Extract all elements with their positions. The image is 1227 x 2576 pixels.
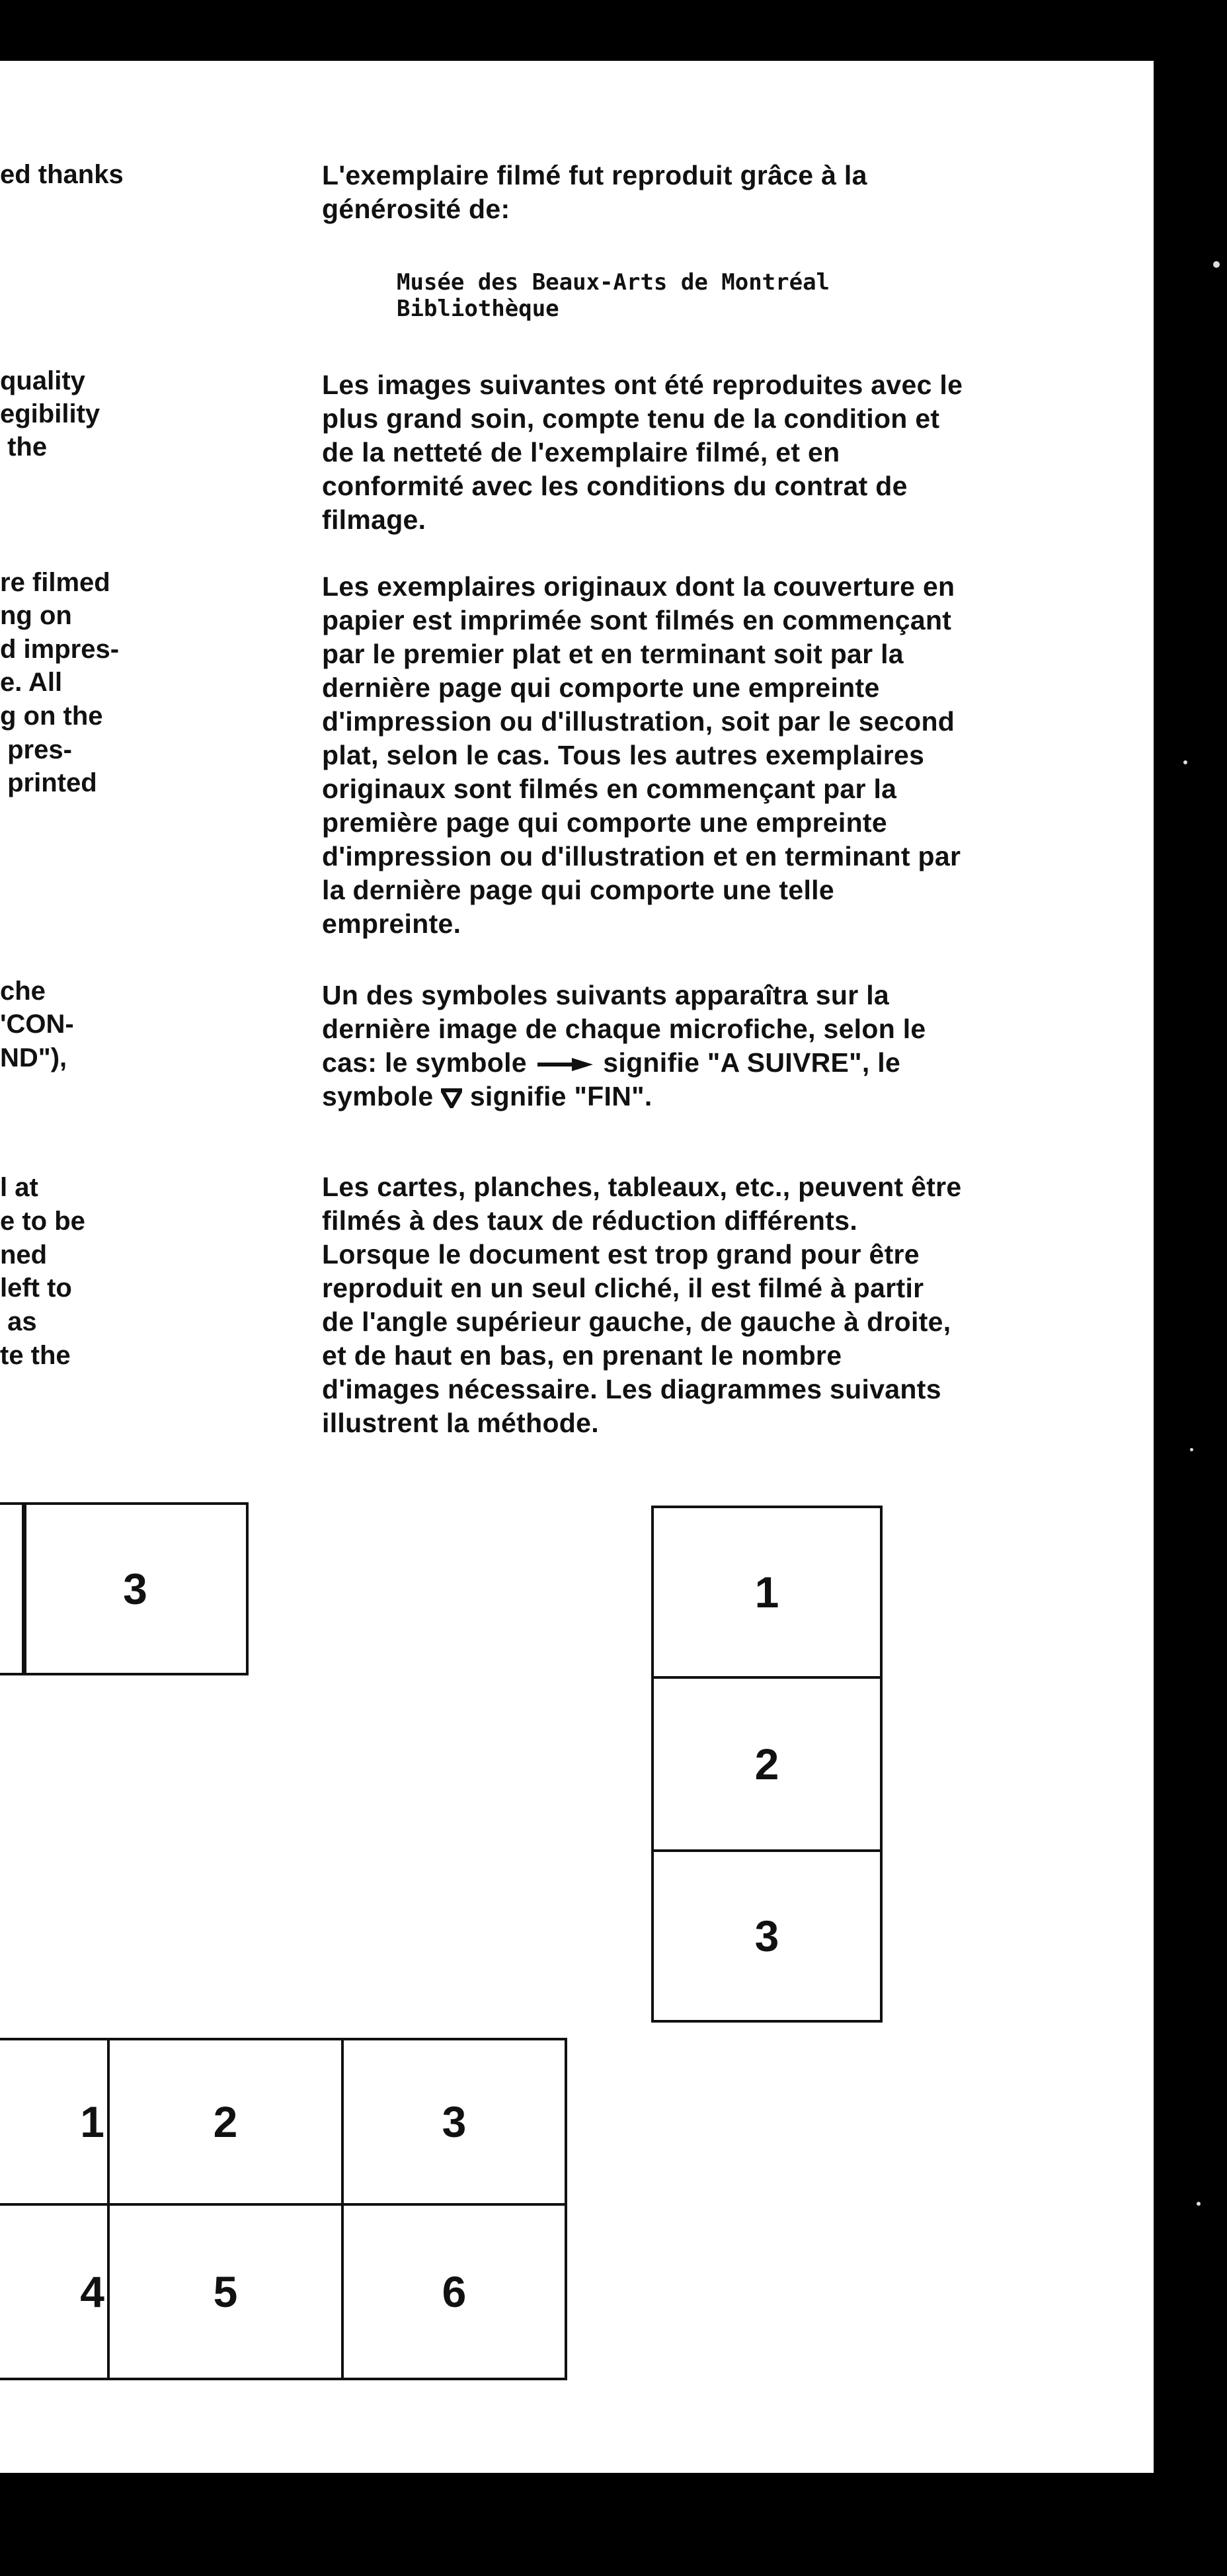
left-fragment: egibility [0, 399, 100, 428]
cell-number: 3 [442, 2097, 467, 2146]
text-line: d'impression ou d'illustration et en terminant par [322, 841, 961, 871]
paragraph-2 [322, 570, 961, 941]
diagram-grid-cell [341, 2203, 567, 2380]
text-line: par le premier plat et en terminant soit par la [322, 639, 904, 669]
arrow-right-icon [537, 1057, 593, 1072]
left-fragment: ng on [0, 601, 72, 630]
triangle-down-icon [441, 1088, 462, 1108]
text-line-symbols [322, 1046, 926, 1080]
cell-number: 6 [442, 2267, 467, 2316]
cell-number: 1 [754, 1568, 779, 1617]
text-line: originaux sont filmés en commençant par la [322, 774, 897, 804]
text-segment: symbole [322, 1081, 442, 1111]
text-line: L'exemplaire filmé fut reproduit grâce à la [322, 160, 867, 190]
text-line: plus grand soin, compte tenu de la condition et [322, 403, 940, 434]
text-segment: cas: le symbole [322, 1047, 535, 1078]
text-line: Les cartes, planches, tableaux, etc., peuvent être [322, 1172, 962, 1202]
diagram-vertical-cell [651, 1506, 883, 1679]
paragraph-4 [322, 1170, 962, 1440]
text-line: reproduit en un seul cliché, il est filmé à partir [322, 1273, 924, 1303]
text-line: papier est imprimée sont filmés en commençant [322, 605, 952, 635]
text-line: générosité de: [322, 194, 510, 224]
text-segment: signifie "FIN". [462, 1081, 653, 1111]
text-line: filmage. [322, 504, 426, 535]
left-fragment: printed [0, 768, 97, 797]
left-fragment: e to be [0, 1207, 85, 1236]
left-fragment: re filmed [0, 568, 110, 597]
left-fragment: as [0, 1307, 37, 1336]
cell-number: 3 [754, 1912, 779, 1960]
intro-paragraph [322, 159, 867, 226]
left-fragment: the [0, 432, 48, 462]
cell-number: 4 [80, 2267, 104, 2316]
text-line: la dernière page qui comporte une telle [322, 875, 834, 905]
paragraph-1 [322, 368, 963, 537]
scan-speck [1190, 1448, 1193, 1451]
scan-speck [1197, 2202, 1201, 2206]
diagram-vertical-cell [651, 1849, 883, 2023]
text-line: Un des symboles suivants apparaîtra sur la [322, 980, 889, 1010]
diagram-grid-cell [107, 2203, 344, 2380]
text-line: et de haut en bas, en prenant le nombre [322, 1340, 842, 1371]
diagram-horizontal-cell [22, 1502, 249, 1675]
cell-number: 3 [123, 1564, 147, 1613]
scan-speck [1213, 261, 1220, 268]
text-line: plat, selon le cas. Tous les autres exemplaires [322, 740, 925, 770]
diagram-grid-cell [0, 2038, 110, 2206]
text-line: filmés à des taux de réduction différents. [322, 1205, 858, 1236]
cell-number: 2 [754, 1740, 779, 1789]
left-fragment: d impres- [0, 635, 120, 664]
document-page [0, 61, 1154, 2473]
cell-number: 2 [213, 2097, 238, 2146]
text-line: Les exemplaires originaux dont la couverture en [322, 571, 955, 602]
left-fragment: l at [0, 1173, 38, 1202]
text-line: conformité avec les conditions du contrat de [322, 471, 908, 501]
text-line: dernière image de chaque microfiche, selon le [322, 1014, 926, 1044]
left-fragment: e. All [0, 668, 63, 697]
left-fragment: ed thanks [0, 160, 124, 189]
text-line: de l'angle supérieur gauche, de gauche à droite, [322, 1307, 951, 1337]
paragraph-3 [322, 979, 926, 1113]
left-fragment: pres- [0, 735, 72, 764]
text-line: d'images nécessaire. Les diagrammes suivants [322, 1374, 941, 1404]
text-line: première page qui comporte une empreinte [322, 807, 887, 838]
text-segment: signifie "A SUIVRE", le [595, 1047, 901, 1078]
left-fragment: 'CON- [0, 1010, 74, 1039]
text-line: Lorsque le document est trop grand pour être [322, 1239, 920, 1269]
text-line-symbols [322, 1080, 926, 1113]
left-fragment: g on the [0, 702, 103, 731]
scan-speck [1183, 760, 1187, 764]
text-line: empreinte. [322, 908, 461, 939]
cell-number: 5 [213, 2267, 238, 2316]
text-line: illustrent la méthode. [322, 1408, 599, 1438]
diagram-grid-cell [0, 2203, 110, 2380]
left-fragment: te the [0, 1341, 71, 1370]
left-fragment: left to [0, 1273, 72, 1303]
cell-number: 1 [80, 2097, 104, 2146]
text-line: de la netteté de l'exemplaire filmé, et en [322, 437, 840, 467]
text-line: dernière page qui comporte une empreinte [322, 672, 880, 703]
text-line: d'impression ou d'illustration, soit par le second [322, 706, 955, 737]
diagram-vertical-cell [651, 1676, 883, 1852]
text-line: Les images suivantes ont été reproduites avec le [322, 370, 963, 400]
diagram-grid-cell [107, 2038, 344, 2206]
left-fragment: che [0, 977, 46, 1006]
diagram-grid-cell [341, 2038, 567, 2206]
institution-name: Musée des Beaux-Arts de Montréal [397, 269, 830, 296]
left-fragment: ND"), [0, 1043, 67, 1072]
left-fragment: quality [0, 366, 85, 395]
left-fragment: ned [0, 1240, 48, 1269]
institution-library: Bibliothèque [397, 296, 559, 322]
